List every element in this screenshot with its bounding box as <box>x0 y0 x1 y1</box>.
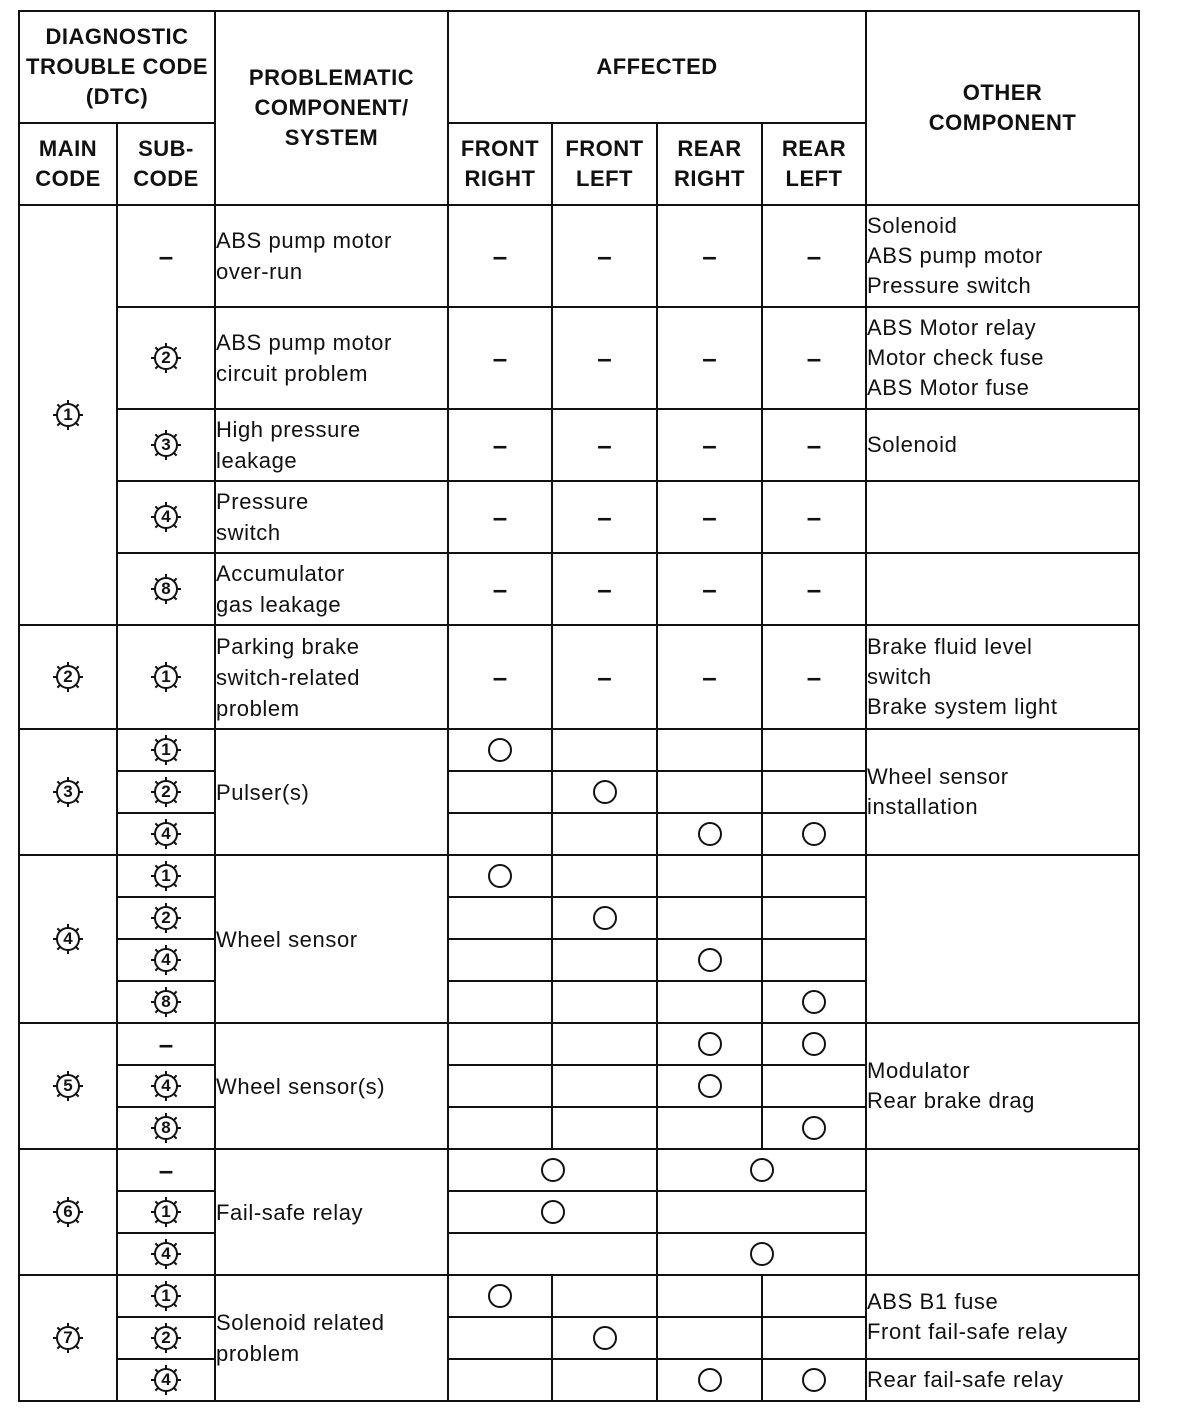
affected-cell <box>762 939 866 981</box>
sub-code-cell <box>117 1275 215 1317</box>
dash-symbol: – <box>158 1028 174 1059</box>
affected-cell <box>448 481 552 553</box>
dash-symbol: – <box>492 661 508 692</box>
affected-cell <box>657 855 762 897</box>
code-badge: 4 <box>150 944 182 976</box>
table-row <box>19 855 1139 897</box>
sub-code-cell <box>117 1191 215 1233</box>
dash-symbol: – <box>597 573 612 604</box>
affected-cell <box>762 553 866 625</box>
affected-cell <box>552 553 657 625</box>
sub-code-cell <box>117 553 215 625</box>
affected-cell <box>552 409 657 481</box>
system-cell: High pressure leakage <box>215 409 448 481</box>
affected-cell <box>552 625 657 729</box>
table-row <box>19 1359 1139 1401</box>
affected-cell <box>448 981 552 1023</box>
header-front-right: FRONT RIGHT <box>448 123 552 205</box>
header-main-code: MAIN CODE <box>19 123 117 205</box>
dash-symbol: – <box>492 573 508 604</box>
affected-marker <box>802 1116 826 1140</box>
dash-symbol: – <box>492 240 508 271</box>
affected-cell <box>657 1023 762 1065</box>
code-badge: 2 <box>150 776 182 808</box>
affected-cell <box>657 1275 762 1317</box>
affected-marker <box>802 1032 826 1056</box>
dash-symbol: – <box>702 240 717 271</box>
other-component-cell: ABS Motor relay Motor check fuse ABS Motor fuse <box>866 307 1139 409</box>
dash-symbol: – <box>702 573 717 604</box>
affected-cell <box>448 1107 552 1149</box>
affected-cell <box>657 771 762 813</box>
sub-code-cell <box>117 981 215 1023</box>
affected-cell <box>657 625 762 729</box>
main-code-cell <box>19 625 117 729</box>
code-badge: 6 <box>52 1196 84 1228</box>
dash-symbol: – <box>702 661 717 692</box>
affected-cell <box>448 1065 552 1107</box>
table-row <box>19 1275 1139 1317</box>
table-row <box>19 1023 1139 1065</box>
code-badge: 4 <box>150 1364 182 1396</box>
affected-cell <box>762 625 866 729</box>
system-cell: Wheel sensor <box>215 855 448 1023</box>
affected-cell <box>552 1023 657 1065</box>
affected-cell <box>552 1275 657 1317</box>
sub-code-cell <box>117 307 215 409</box>
header-component: PROBLEMATIC COMPONENT/ SYSTEM <box>215 11 448 205</box>
affected-cell <box>657 1317 762 1359</box>
main-code-cell <box>19 1275 117 1401</box>
dash-symbol: – <box>806 429 822 460</box>
affected-marker <box>541 1200 565 1224</box>
sub-code-cell <box>117 1317 215 1359</box>
affected-cell-rear <box>657 1191 866 1233</box>
dash-symbol: – <box>597 342 612 373</box>
affected-cell <box>762 981 866 1023</box>
affected-cell <box>448 855 552 897</box>
sub-code-cell <box>117 729 215 771</box>
affected-cell-rear <box>657 1233 866 1275</box>
dash-symbol: – <box>158 1154 174 1185</box>
affected-cell <box>552 1107 657 1149</box>
system-cell: Fail-safe relay <box>215 1149 448 1275</box>
code-badge: 3 <box>52 776 84 808</box>
affected-cell <box>448 205 552 307</box>
main-code-cell <box>19 855 117 1023</box>
dtc-table <box>18 10 1140 1402</box>
sub-code-cell <box>117 1065 215 1107</box>
affected-cell <box>448 771 552 813</box>
code-badge: 2 <box>52 661 84 693</box>
sub-code-cell <box>117 481 215 553</box>
affected-cell <box>448 625 552 729</box>
system-cell: Solenoid related problem <box>215 1275 448 1401</box>
affected-cell <box>448 897 552 939</box>
dash-symbol: – <box>597 240 612 271</box>
other-component-cell <box>866 481 1139 553</box>
code-badge: 7 <box>52 1322 84 1354</box>
affected-cell <box>552 981 657 1023</box>
header-dtc: DIAGNOSTIC TROUBLE CODE (DTC) <box>19 11 215 123</box>
sub-code-cell <box>117 813 215 855</box>
header-other-component: OTHER COMPONENT <box>866 11 1139 205</box>
affected-cell <box>552 855 657 897</box>
dash-symbol: – <box>702 429 717 460</box>
sub-code-cell <box>117 1107 215 1149</box>
affected-cell <box>448 813 552 855</box>
affected-cell-front <box>448 1149 657 1191</box>
affected-cell <box>552 1359 657 1401</box>
affected-cell <box>657 981 762 1023</box>
affected-cell <box>657 813 762 855</box>
affected-cell <box>448 1317 552 1359</box>
sub-code-cell <box>117 409 215 481</box>
code-badge: 8 <box>150 573 182 605</box>
affected-cell <box>552 1065 657 1107</box>
affected-cell <box>762 897 866 939</box>
affected-marker <box>802 1368 826 1392</box>
other-component-cell: Solenoid ABS pump motor Pressure switch <box>866 205 1139 307</box>
affected-cell <box>657 939 762 981</box>
code-badge: 1 <box>52 399 84 431</box>
affected-cell <box>762 409 866 481</box>
affected-cell <box>762 771 866 813</box>
sub-code-cell <box>117 1149 215 1191</box>
affected-cell <box>552 205 657 307</box>
affected-cell <box>552 729 657 771</box>
code-badge: 1 <box>150 860 182 892</box>
affected-cell <box>552 307 657 409</box>
affected-marker <box>802 822 826 846</box>
code-badge: 8 <box>150 986 182 1018</box>
affected-cell <box>762 307 866 409</box>
table-row <box>19 307 1139 409</box>
affected-cell <box>762 205 866 307</box>
affected-cell <box>762 1023 866 1065</box>
table-row <box>19 205 1139 307</box>
header-rear-left: REAR LEFT <box>762 123 866 205</box>
affected-cell <box>762 1065 866 1107</box>
affected-cell <box>762 813 866 855</box>
affected-marker <box>698 822 722 846</box>
affected-marker <box>593 906 617 930</box>
affected-marker <box>593 780 617 804</box>
affected-marker <box>802 990 826 1014</box>
affected-cell <box>657 1065 762 1107</box>
other-component-cell: Rear fail-safe relay <box>866 1359 1139 1401</box>
main-code-cell <box>19 1149 117 1275</box>
affected-cell-front <box>448 1233 657 1275</box>
table-row <box>19 625 1139 729</box>
affected-cell <box>657 409 762 481</box>
affected-cell <box>657 307 762 409</box>
sub-code-cell <box>117 1233 215 1275</box>
code-badge: 4 <box>150 1238 182 1270</box>
system-cell: Wheel sensor(s) <box>215 1023 448 1149</box>
code-badge: 1 <box>150 1196 182 1228</box>
affected-cell <box>448 1023 552 1065</box>
affected-marker <box>488 864 512 888</box>
system-cell: ABS pump motor over-run <box>215 205 448 307</box>
main-code-cell <box>19 729 117 855</box>
affected-marker <box>488 1284 512 1308</box>
affected-marker <box>541 1158 565 1182</box>
sub-code-cell <box>117 1023 215 1065</box>
sub-code-cell <box>117 625 215 729</box>
affected-marker <box>698 1368 722 1392</box>
affected-cell <box>552 939 657 981</box>
affected-marker <box>698 948 722 972</box>
header-sub-code: SUB- CODE <box>117 123 215 205</box>
affected-cell <box>762 1317 866 1359</box>
sub-code-cell <box>117 771 215 813</box>
affected-cell-rear <box>657 1149 866 1191</box>
dash-symbol: – <box>806 501 822 532</box>
table-row <box>19 409 1139 481</box>
code-badge: 4 <box>150 501 182 533</box>
sub-code-cell <box>117 205 215 307</box>
header-rear-right: REAR RIGHT <box>657 123 762 205</box>
code-badge: 1 <box>150 1280 182 1312</box>
code-badge: 2 <box>150 902 182 934</box>
affected-marker <box>750 1242 774 1266</box>
affected-marker <box>698 1032 722 1056</box>
affected-cell <box>762 729 866 771</box>
affected-cell <box>552 771 657 813</box>
affected-cell <box>657 553 762 625</box>
affected-cell <box>448 409 552 481</box>
affected-cell <box>657 481 762 553</box>
affected-cell <box>448 1275 552 1317</box>
dash-symbol: – <box>806 573 822 604</box>
dash-symbol: – <box>492 342 508 373</box>
dash-symbol: – <box>597 661 612 692</box>
affected-cell <box>762 481 866 553</box>
code-badge: 8 <box>150 1112 182 1144</box>
main-code-cell <box>19 1023 117 1149</box>
affected-cell <box>657 1107 762 1149</box>
affected-cell <box>448 307 552 409</box>
affected-marker <box>750 1158 774 1182</box>
table-row <box>19 553 1139 625</box>
dash-symbol: – <box>702 501 717 532</box>
dash-symbol: – <box>806 240 822 271</box>
dash-symbol: – <box>806 342 822 373</box>
main-code-cell <box>19 205 117 625</box>
header-affected: AFFECTED <box>448 11 866 123</box>
affected-marker <box>698 1074 722 1098</box>
other-component-cell: Modulator Rear brake drag <box>866 1023 1139 1149</box>
code-badge: 2 <box>150 342 182 374</box>
affected-cell <box>552 1317 657 1359</box>
system-cell: Pressure switch <box>215 481 448 553</box>
other-component-cell <box>866 1149 1139 1275</box>
affected-cell <box>657 729 762 771</box>
affected-cell <box>552 897 657 939</box>
other-component-cell: Brake fluid level switch Brake system light <box>866 625 1139 729</box>
code-badge: 4 <box>150 1070 182 1102</box>
other-component-cell <box>866 553 1139 625</box>
table-row <box>19 729 1139 771</box>
sub-code-cell <box>117 1359 215 1401</box>
affected-cell <box>448 729 552 771</box>
sub-code-cell <box>117 939 215 981</box>
dash-symbol: – <box>597 429 612 460</box>
other-component-cell: ABS B1 fuse Front fail-safe relay <box>866 1275 1139 1359</box>
system-cell: Pulser(s) <box>215 729 448 855</box>
system-cell: ABS pump motor circuit problem <box>215 307 448 409</box>
sub-code-cell <box>117 855 215 897</box>
dash-symbol: – <box>158 240 174 271</box>
affected-cell <box>762 855 866 897</box>
table-row <box>19 1149 1139 1191</box>
other-component-cell: Wheel sensor installation <box>866 729 1139 855</box>
table-row <box>19 481 1139 553</box>
affected-marker <box>593 1326 617 1350</box>
affected-cell <box>657 897 762 939</box>
affected-cell <box>552 813 657 855</box>
affected-cell <box>762 1359 866 1401</box>
dash-symbol: – <box>492 429 508 460</box>
affected-cell <box>448 553 552 625</box>
affected-cell <box>762 1275 866 1317</box>
code-badge: 5 <box>52 1070 84 1102</box>
dash-symbol: – <box>806 661 822 692</box>
code-badge: 4 <box>52 923 84 955</box>
code-badge: 1 <box>150 734 182 766</box>
affected-cell <box>552 481 657 553</box>
code-badge: 2 <box>150 1322 182 1354</box>
affected-marker <box>488 738 512 762</box>
header-front-left: FRONT LEFT <box>552 123 657 205</box>
code-badge: 1 <box>150 661 182 693</box>
other-component-cell <box>866 855 1139 1023</box>
dash-symbol: – <box>702 342 717 373</box>
affected-cell <box>657 205 762 307</box>
system-cell: Accumulator gas leakage <box>215 553 448 625</box>
affected-cell <box>448 939 552 981</box>
affected-cell <box>657 1359 762 1401</box>
system-cell: Parking brake switch-related problem <box>215 625 448 729</box>
affected-cell-front <box>448 1191 657 1233</box>
other-component-cell: Solenoid <box>866 409 1139 481</box>
affected-cell <box>762 1107 866 1149</box>
sub-code-cell <box>117 897 215 939</box>
dash-symbol: – <box>492 501 508 532</box>
code-badge: 4 <box>150 818 182 850</box>
dash-symbol: – <box>597 501 612 532</box>
code-badge: 3 <box>150 429 182 461</box>
affected-cell <box>448 1359 552 1401</box>
